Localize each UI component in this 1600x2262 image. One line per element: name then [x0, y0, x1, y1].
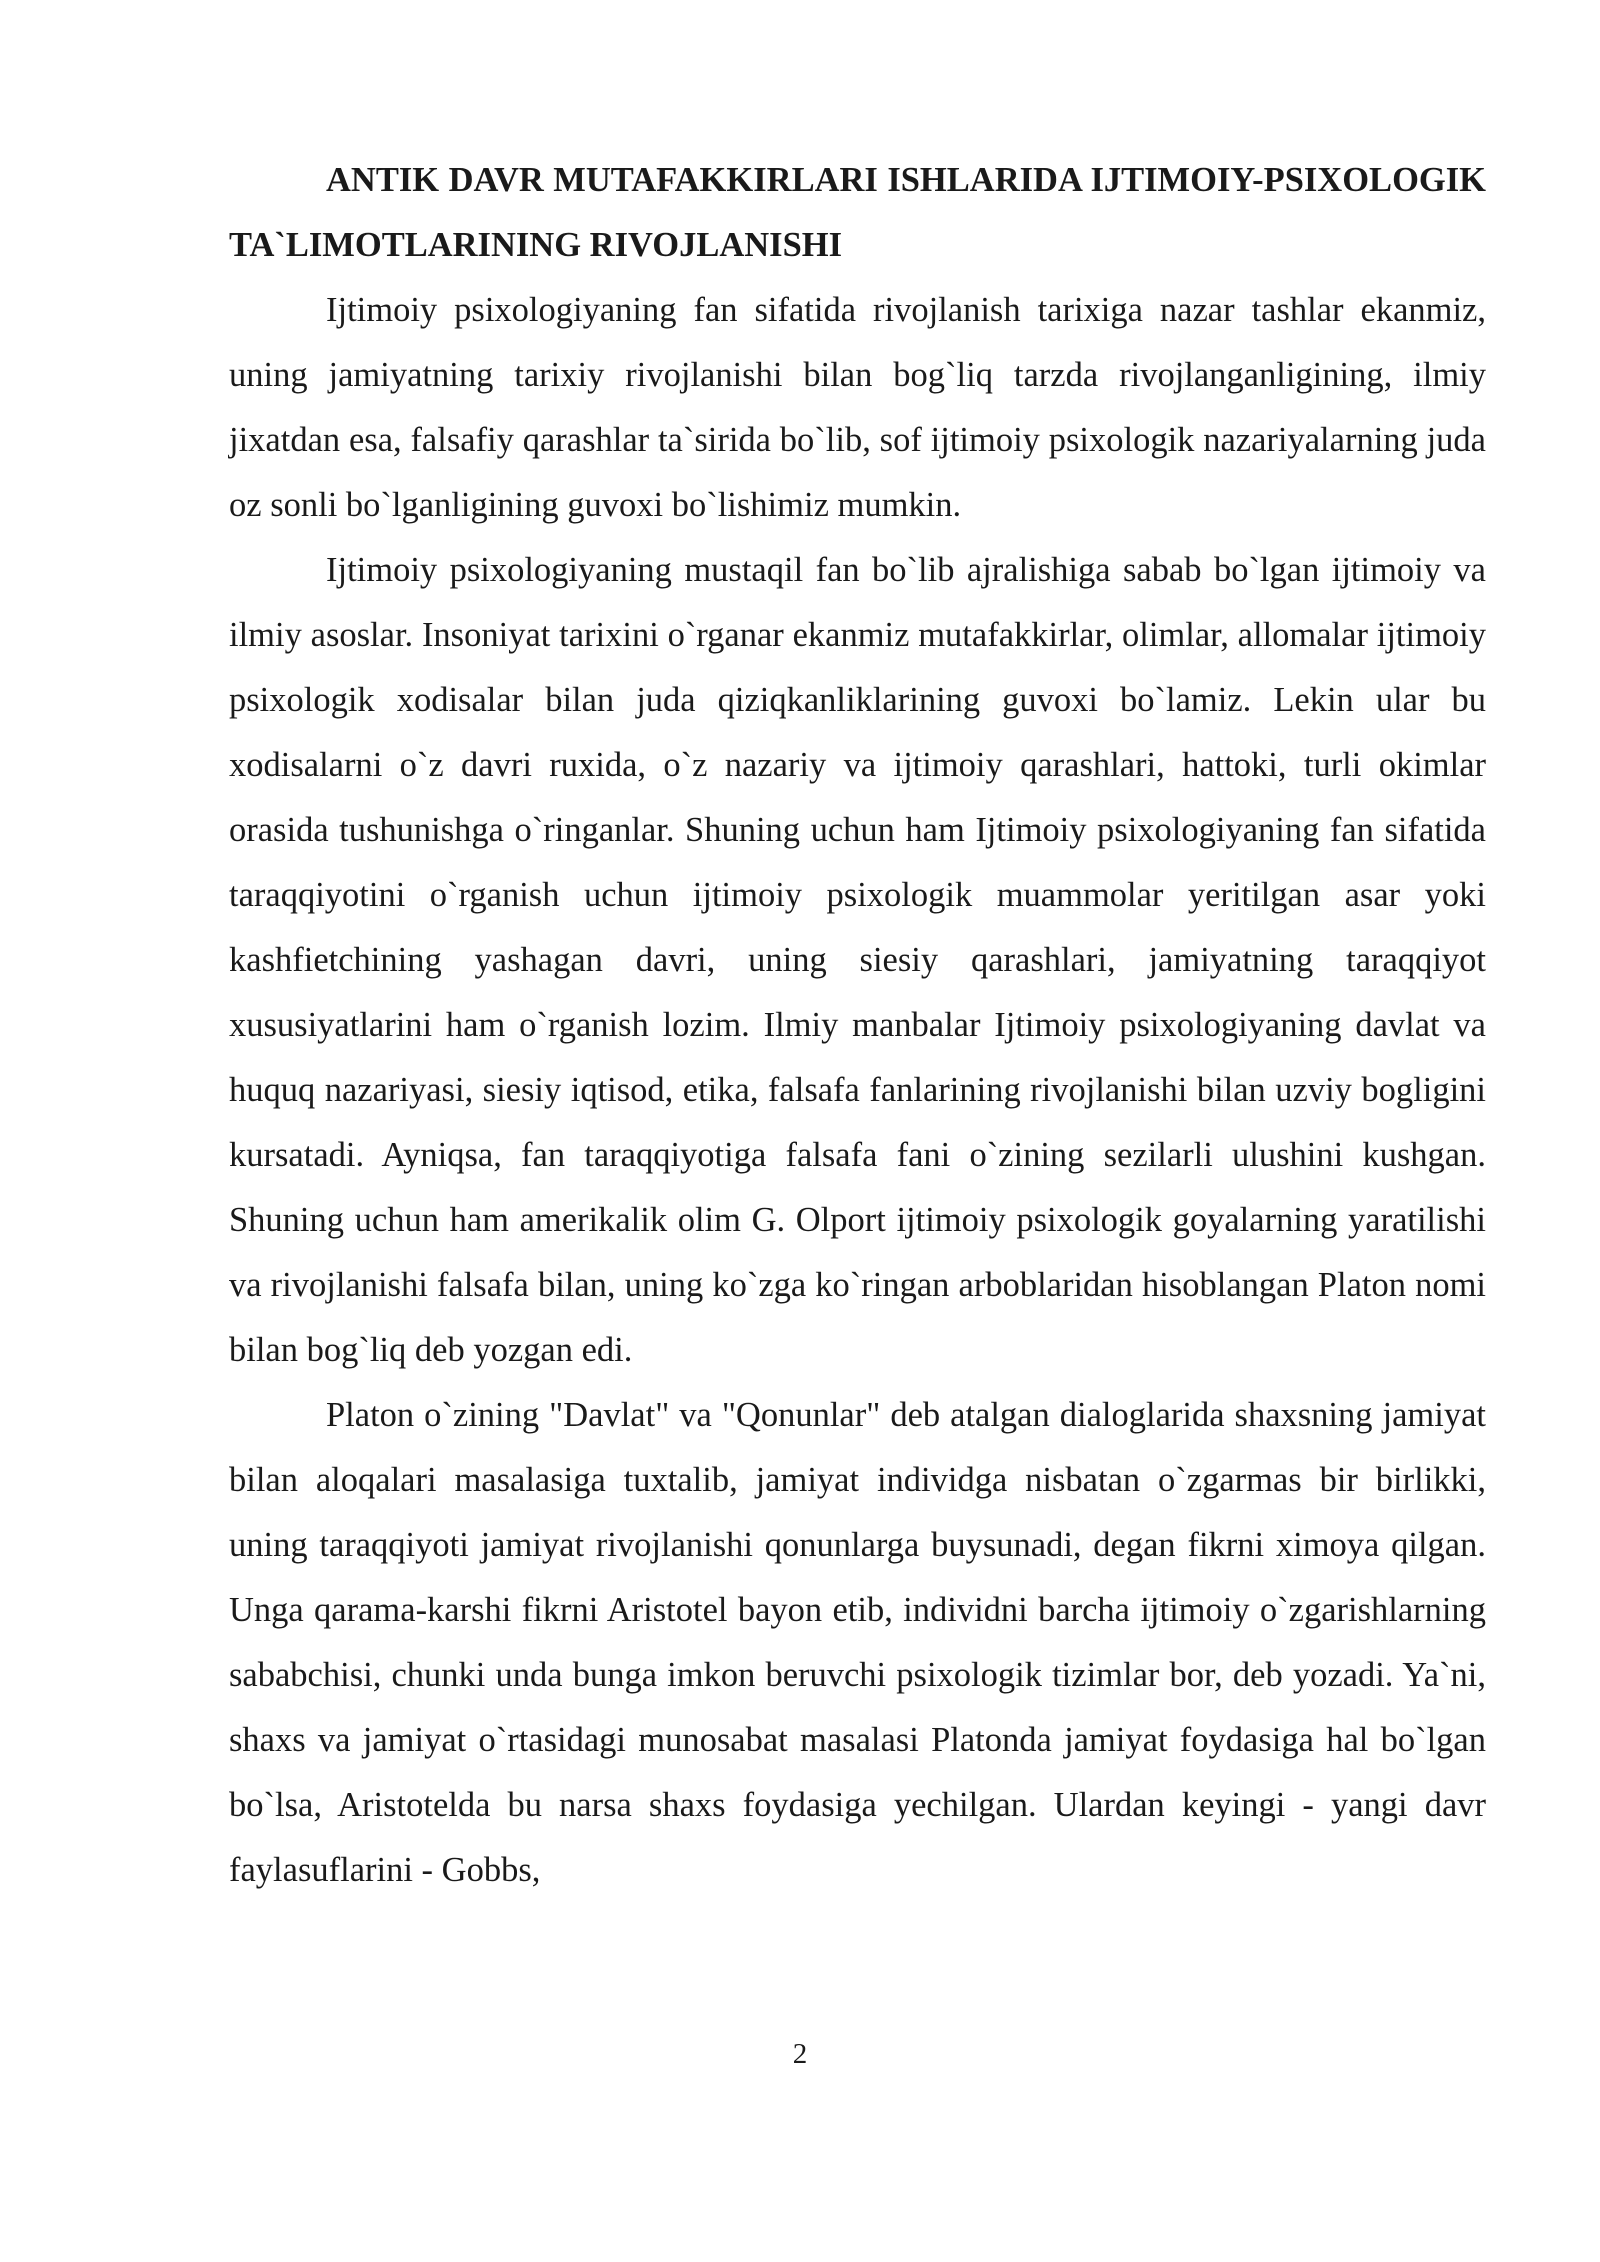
document-body	[229, 148, 1486, 1903]
paragraph-2: Ijtimoiy psixologiyaning mustaqil fan bo`lib ajralishiga sabab bo`lgan ijtimoiy va ilmiy asoslar. Insoniyat tarixini o`rganar ekanmiz mutafakkirlar, olimlar, allomalar ijtimoiy psixologik xodisalar bilan juda qiziqkanliklarining guvoxi bo`lamiz. Lekin ular bu xodisalarni o`z davri ruxida, o`z nazariy va ijtimoiy qarashlari, hattoki, turli okimlar orasida tushunishga o`ringanlar. Shuning uchun ham Ijtimoiy psixologiyaning fan sifatida taraqqiyotini o`rganish uchun ijtimoiy psixologik muammolar yeritilgan asar yoki kashfietchining yashagan davri, uning siesiy qarashlari, jamiyatning taraqqiyot xususiyatlarini ham o`rganish lozim. Ilmiy manbalar Ijtimoiy psixologiyaning davlat va huquq nazariyasi, siesiy iqtisod, etika, falsafa fanlarining rivojlanishi bilan uzviy bogligini kursatadi. Ayniqsa, fan taraqqiyotiga falsafa fani o`zining sezilarli ulushini kushgan. Shuning uchun ham amerikalik olim G. Olport ijtimoiy psixologik goyalarning yaratilishi va rivojlanishi falsafa bilan, uning ko`zga ko`ringan arboblaridan hisoblangan Platon nomi bilan bog`liq deb yozgan edi.	[229, 551, 1486, 1369]
document-title: ANTIK DAVR MUTAFAKKIRLARI ISHLARIDA IJTIMOIY-PSIXOLOGIK TA`LIMOTLARINING RIVOJLANISHI	[229, 161, 1486, 264]
paragraph-3: Platon o`zining "Davlat" va "Qonunlar" deb atalgan dialoglarida shaxsning jamiyat bilan aloqalari masalasiga tuxtalib, jamiyat individga nisbatan o`zgarmas bir birlikki, uning taraqqiyoti jamiyat rivojlanishi qonunlarga buysunadi, degan fikrni ximoya qilgan. Unga qarama-karshi fikrni Aristotel bayon etib, individni barcha ijtimoiy o`zgarishlarning sababchisi, chunki unda bunga imkon beruvchi psixologik tizimlar bor, deb yozadi. Ya`ni, shaxs va jamiyat o`rtasidagi munosabat masalasi Platonda jamiyat foydasiga hal bo`lgan bo`lsa, Aristotelda bu narsa shaxs foydasiga yechilgan. Ulardan keyingi - yangi davr faylasuflarini - Gobbs,	[229, 1396, 1486, 1889]
paragraph-1: Ijtimoiy psixologiyaning fan sifatida rivojlanish tarixiga nazar tashlar ekanmiz, uning jamiyatning tarixiy rivojlanishi bilan bog`liq tarzda rivojlanganligining, ilmiy jixatdan esa, falsafiy qarashlar ta`sirida bo`lib, sof ijtimoiy psixologik nazariyalarning juda oz sonli bo`lganligining guvoxi bo`lishimiz mumkin.	[229, 291, 1486, 524]
page-number: 2	[792, 2038, 808, 2070]
